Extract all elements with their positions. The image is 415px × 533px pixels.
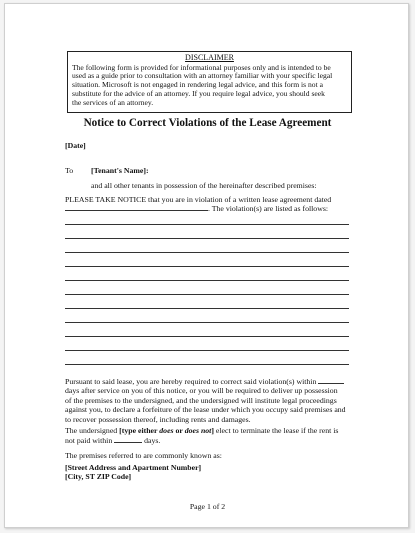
paragraph-line: The undersigned [type either does or does not] elect to terminate the lease if the rent is (65, 426, 339, 435)
violation-line[interactable] (65, 238, 349, 239)
disclaimer-line: situation. Microsoft is not engaged in rendering legal advice, and this form is not a (72, 80, 323, 90)
street-address-field[interactable]: [Street Address and Apartment Number] (65, 463, 202, 472)
notice-line-2-text: . The violation(s) are listed as follows: (208, 204, 329, 213)
to-label: To (65, 166, 74, 175)
violation-line[interactable] (65, 364, 349, 365)
notice-line-2 (65, 203, 328, 213)
violation-line[interactable] (65, 294, 349, 295)
paragraph-line: against you, to declare a forfeiture of the lease under which you occupy said premises and (65, 405, 346, 415)
violation-line[interactable] (65, 322, 349, 323)
notice-line-1: PLEASE TAKE NOTICE that you are in violation of a written lease agreement dated (65, 195, 332, 204)
tenants-line: and all other tenants in possession of the hereinafter described premises: (91, 181, 317, 190)
days-blank[interactable] (318, 376, 344, 384)
violation-line[interactable] (65, 224, 349, 225)
tenant-name-field[interactable]: [Tenant's Name]: (91, 166, 149, 175)
does-choice-field[interactable]: [type either does or does not] (119, 426, 214, 435)
disclaimer-heading: DISCLAIMER (185, 53, 234, 62)
premises-label: The premises referred to are commonly known as: (65, 451, 222, 460)
disclaimer-line: substitute for the advice of an attorney. If you require legal advice, you should seek (72, 88, 325, 98)
disclaimer-line: The following form is provided for informational purposes only and is intended to be (72, 62, 331, 72)
violation-line[interactable] (65, 252, 349, 253)
lease-date-blank[interactable] (65, 203, 208, 211)
violation-line[interactable] (65, 280, 349, 281)
requirement-paragraph (65, 376, 357, 424)
disclaimer-line: the services of an attorney. (72, 97, 154, 107)
violation-line[interactable] (65, 336, 349, 337)
rent-days-blank[interactable] (114, 435, 142, 443)
disclaimer-box (67, 51, 352, 113)
violation-line[interactable] (65, 350, 349, 351)
termination-paragraph (65, 426, 357, 446)
paragraph-line: of the premises to the undersigned, and the undersigned will institute legal proceedings (65, 395, 337, 405)
violation-line[interactable] (65, 308, 349, 309)
date-field[interactable]: [Date] (65, 141, 86, 150)
document-page (4, 3, 409, 528)
violation-line[interactable] (65, 266, 349, 267)
disclaimer-line: used as a guide prior to consultation with an attorney familiar with your specific legal (72, 71, 333, 81)
document-title: Notice to Correct Violations of the Lease Agreement (83, 117, 332, 129)
paragraph-line: not paid within days. (65, 436, 161, 446)
page-number: Page 1 of 2 (189, 502, 226, 511)
paragraph-line: to recover possession thereof, including rents and damages. (65, 414, 251, 424)
paragraph-line: Pursuant to said lease, you are hereby required to correct said violation(s) within (65, 376, 357, 386)
city-state-zip-field[interactable]: [City, ST ZIP Code] (65, 472, 132, 481)
paragraph-line: days after service on you of this notice, or you will be required to deliver up possession (65, 386, 338, 396)
